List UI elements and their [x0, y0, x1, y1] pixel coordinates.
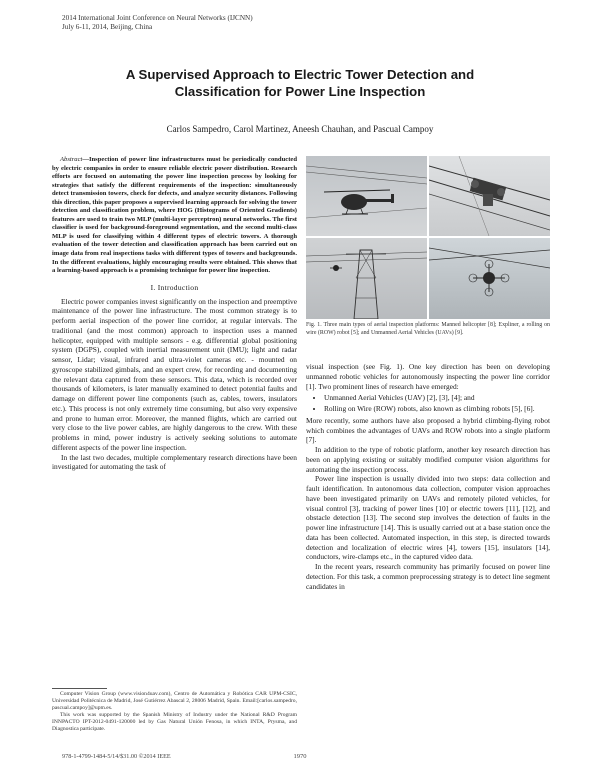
intro-paragraph-1: Electric power companies invest significantly on the inspection and preemptive maintenance of the power line infrastructure. The most common strategy is to perform aerial inspection of the power line corridor, at regular intervals. The traditional (and the most common) approach to inspection uses a manned helicopter, equipped with multiple sensors - e.g. differential global positioning system (DGPS), coupled with inertial measurement unit (IMU); light and radar sensor, Lidar; visual, infrared and ultra-violet cameras etc. - mounted on gyroscope stabilized gimbals, and an expert crew, for recording and documenting the relevant data captured from these sensors. This data, which is recorded over thousands of kilometers, is later manually examined to detect potential faults and damage on different power line components (such as, cables, towers, insulators etc.). This process is not only extremely time consuming, but also very expensive and prone to human error. Moreover, the manned flights, which are carried out very close to the live power cables, are highly dangerous to the crew. With these problems in mind, power industry is actively seeking solutions to automate different aspects of the power line inspection.: [52, 296, 297, 452]
section-heading-introduction: I. Introduction: [150, 282, 199, 292]
page-number: 1970: [293, 753, 307, 760]
uav-tower-photo: [306, 238, 427, 319]
figure-1-caption: Fig. 1. Three main types of aerial inspection platforms: Manned helicopter [8]; Expliner, a rolling on wire (ROW) robot [5]; and Unmanned Aerial Vehicles (UAVs) [9].: [306, 322, 550, 336]
right-paragraph-4: Power line inspection is usually divided into two steps: data collection and fault identification. In autonomous data collection, computer vision approaches have been investigated primarily on UAVs and remotely piloted vehicles, for visual control [3], tracking of power lines [10] or electric towers [11], [12], and obstacle detection [13]. The second step involves the detection of faults in the power line infrastructure [14]. This is usually carried out at a base station once the data has been collected. Automated inspection, in this step, is directed towards detection and localization of electric wires [4], towers [15], insulators [14], conductors, wire-clamps etc., in the captured video data.: [306, 474, 550, 562]
conference-header: [62, 14, 253, 32]
right-column-text: [306, 362, 550, 591]
author-list: Carlos Sampedro, Carol Martinez, Aneesh Chauhan, and Pascual Campoy: [166, 124, 434, 134]
paper-title: [0, 66, 600, 100]
right-paragraph-5: In the recent years, research community has primarily focused on power line detection. For this task, a common preprocessing strategy is to detect line segment candidates in: [306, 562, 550, 591]
helicopter-photo: [306, 156, 427, 236]
footnote-funding: This work was supported by the Spanish Ministry of Industry under the National R&D Program INNPACTO IPT-2012-0491-120000 led by Gas Natural Unión Fenosa, in which INTA, Prysma, and Diagnostica participate.: [52, 712, 297, 732]
list-item: • Rolling on Wire (ROW) robots, also known as climbing robots [5], [6].: [324, 404, 550, 414]
expliner-robot-photo: [429, 156, 550, 236]
intro-paragraph-2: In the last two decades, multiple complementary research directions have been investigated for automating the task of: [52, 452, 297, 472]
abstract: [52, 156, 297, 276]
research-lines-list: [306, 393, 550, 414]
footnote-divider: [52, 688, 107, 689]
right-paragraph-2: More recently, some authors have also proposed a hybrid climbing-flying robot which combines the advantages of UAVs and ROW robots into a single platform [7].: [306, 415, 550, 445]
figure-1: [306, 156, 550, 319]
title-line-1: A Supervised Approach to Electric Tower Detection and: [125, 67, 475, 82]
title-line-2: Classification for Power Line Inspection: [174, 84, 426, 99]
footnotes: [52, 691, 297, 733]
list-item: • Unmanned Aerial Vehicles (UAV) [2], [3], [4]; and: [324, 393, 550, 403]
footnote-affiliation: Computer Vision Group (www.vision4uav.com), Centro de Automática y Robótica CAR UPM-CSIC, Universidad Politécnica de Madrid, José Gutiérrez Abascal 2, 28006 Madrid, Spain. Email:[carlos.sampedro, pascual.campoy]@upm.es.: [52, 691, 297, 711]
right-paragraph-3: In addition to the type of robotic platform, another key research direction has been on applying existing or suitably modified computer vision algorithms for automating the inspection process.: [306, 445, 550, 474]
abstract-text: —Inspection of power line infrastructures must be periodically conducted by electric companies in order to ensure reliable electric power distribution. Research efforts are focused on automating the power line inspection process by looking for strategies that satisfy the different requirements of the inspection: simultaneously detect transmission towers, check for defects, and analyze security distances. Following this direction, this paper proposes a supervised learning approach for solving the tower detection and classification problem, where HOG (Histograms of Oriented Gradients) features are used to train two MLP (multi-layer perceptron) neural networks. The first classifier is used for background-foreground segmentation, and the second multi-class MLP is used for classifying within 4 different types of electric towers. A thorough evaluation of the tower detection and classification approach has been carried out on image data from real inspections tasks with different types of towers and backgrounds. In the different evaluations, highly encouraging results were obtained. This shows that a learning-based approach is a promising technique for power line inspection.: [52, 156, 297, 275]
uav-platform-photo: [429, 238, 550, 319]
abstract-label: Abstract: [60, 156, 83, 163]
conference-name: 2014 International Joint Conference on Neural Networks (IJCNN): [62, 14, 253, 22]
isbn-line: 978-1-4799-1484-5/14/$31.00 ©2014 IEEE: [62, 753, 171, 760]
left-column: [52, 156, 297, 472]
right-paragraph-1: visual inspection (see Fig. 1). One key direction has been on developing unmanned robotic vehicles for autonomously inspecting the power line corridor [1]. Two prominent lines of research have emerged:: [306, 362, 550, 391]
conference-dates: July 6-11, 2014, Beijing, China: [62, 23, 153, 31]
